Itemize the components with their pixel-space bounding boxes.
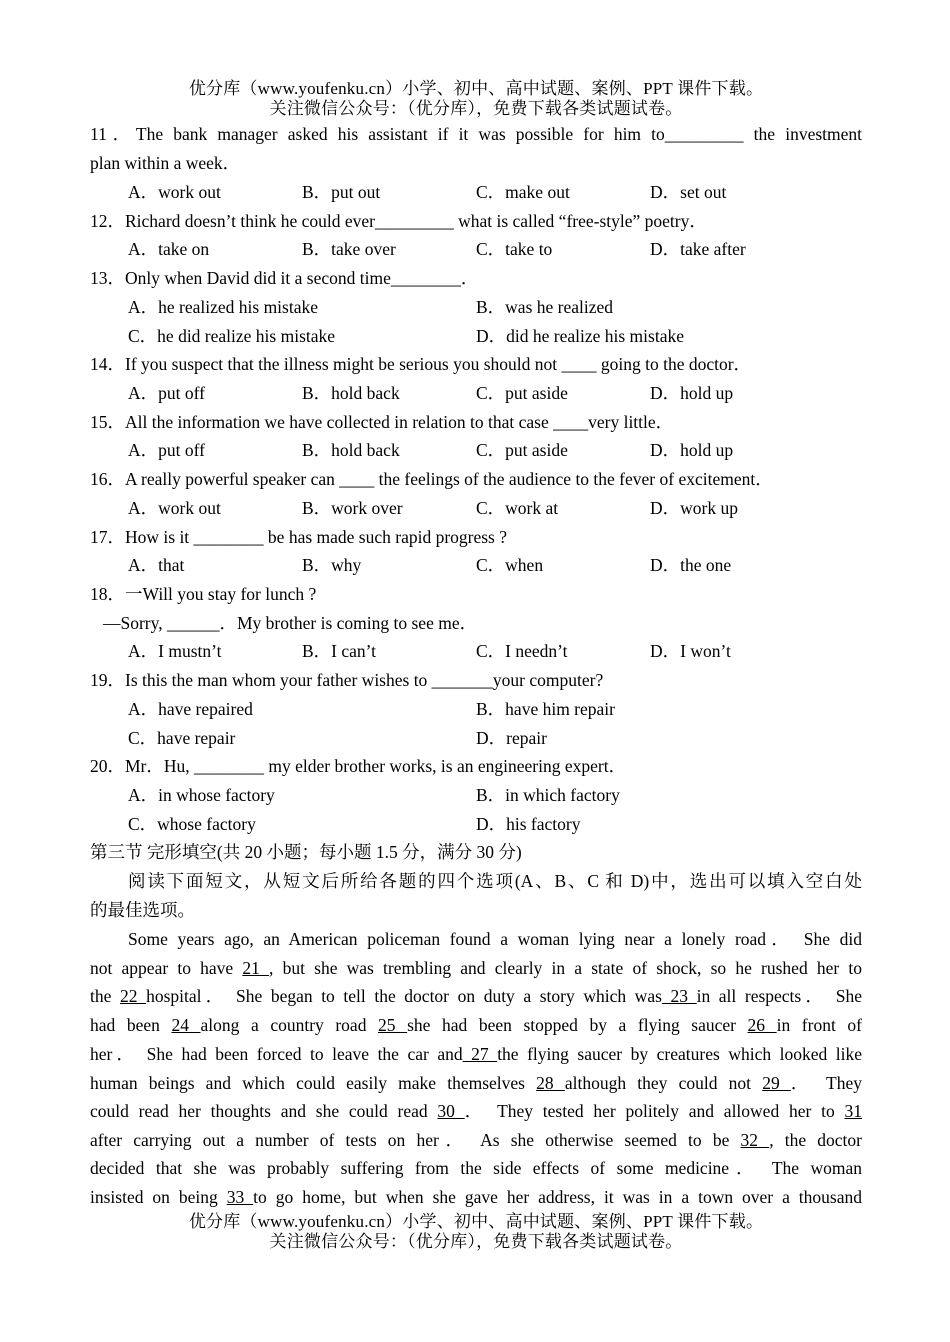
- question-11-option-b: B．put out: [302, 182, 381, 202]
- blank-25: 25: [378, 1015, 408, 1035]
- footer-line-2: 关注微信公众号：（优分库），免费下载各类试题试卷。: [269, 1232, 683, 1251]
- question-20-stem: 20．Mr．Hu, ________ my elder brother works, is an engineering expert．: [90, 756, 627, 776]
- passage-line-5: her． She had been forced to leave the car and 27 the flying saucer by creatures which looked like: [90, 1044, 863, 1064]
- question-20-option-a: A．in whose factory: [128, 785, 275, 805]
- section-3-instruction: 阅读下面短文，从短文后所给各题的四个选项(A、B、C 和 D)中，选出可以填入空白处: [128, 871, 862, 891]
- blank-22: 22: [119, 986, 147, 1006]
- question-11-option-a: A．work out: [128, 182, 221, 202]
- question-13-option-b: B．was he realized: [476, 297, 614, 317]
- question-19-stem: 19．Is this the man whom your father wishes to _______your computer?: [90, 670, 604, 690]
- section-3-instruction-cont: 的最佳选项。: [90, 900, 195, 920]
- question-17-option-d: D．the one: [650, 555, 732, 575]
- question-17-stem: 17．How is it ________ be has made such rapid progress ?: [90, 527, 508, 547]
- question-18-option-b: B．I can’t: [302, 641, 377, 661]
- question-13-option-d: D．did he realize his mistake: [476, 326, 684, 346]
- question-16-option-d: D．work up: [650, 498, 738, 518]
- question-18-option-a: A．I mustn’t: [128, 641, 222, 661]
- question-19-option-b: B．have him repair: [476, 699, 615, 719]
- blank-29: 29: [762, 1073, 791, 1093]
- blank-33: 33: [226, 1187, 254, 1207]
- question-18-option-c: C．I needn’t: [476, 641, 568, 661]
- question-20-option-b: B．in which factory: [476, 785, 620, 805]
- question-20-option-c: C．whose factory: [128, 814, 256, 834]
- blank-31: 31: [844, 1101, 862, 1121]
- blank-26: 26: [747, 1015, 777, 1035]
- question-11-option-d: D．set out: [650, 182, 727, 202]
- question-18-stem-reply: —Sorry, ______．My brother is coming to see me．: [103, 613, 478, 633]
- question-13-stem: 13．Only when David did it a second time________．: [90, 268, 479, 288]
- blank-23: 23: [661, 986, 697, 1006]
- question-20-option-d: D．his factory: [476, 814, 581, 834]
- passage-line-9: decided that she was probably suffering from the side effects of some medicine． The woman: [90, 1158, 862, 1178]
- passage-line-10: insisted on being 33 to go home, but when she gave her address, it was in a town over a thousand: [90, 1187, 862, 1207]
- question-14-option-b: B．hold back: [302, 383, 400, 403]
- blank-30: 30: [437, 1101, 465, 1121]
- question-14-option-a: A．put off: [128, 383, 205, 403]
- question-12-option-d: D．take after: [650, 239, 746, 259]
- question-13-option-a: A．he realized his mistake: [128, 297, 319, 317]
- question-17-option-b: B．why: [302, 555, 362, 575]
- passage-line-6: human beings and which could easily make themselves 28 although they could not 29 ． They: [90, 1073, 863, 1093]
- passage-line-4: had been 24 along a country road 25 she had been stopped by a flying saucer 26 in front of: [90, 1015, 862, 1035]
- question-15-stem: 15．All the information we have collected in relation to that case ____very little．: [90, 412, 674, 432]
- section-3-title: 第三节 完形填空(共 20 小题；每小题 1.5 分，满分 30 分): [90, 842, 522, 862]
- blank-24: 24: [171, 1015, 201, 1035]
- header-line-1: 优分库（www.youfenku.cn）小学、初中、高中试题、案例、PPT 课件下载。: [188, 79, 764, 98]
- question-17-option-c: C．when: [476, 555, 544, 575]
- question-19-option-c: C．have repair: [128, 728, 236, 748]
- question-12-option-b: B．take over: [302, 239, 396, 259]
- question-19-option-a: A．have repaired: [128, 699, 253, 719]
- question-16-option-b: B．work over: [302, 498, 403, 518]
- question-14-option-c: C．put aside: [476, 383, 568, 403]
- question-14-stem: 14．If you suspect that the illness might be serious you should not ____ going to the doctor．: [90, 354, 752, 374]
- blank-32: 32: [740, 1130, 770, 1150]
- passage-line-1: Some years ago, an American policeman found a woman lying near a lonely road． She did: [128, 929, 862, 949]
- header-line-2: 关注微信公众号：（优分库），免费下载各类试题试卷。: [269, 99, 683, 118]
- question-13-option-c: C．he did realize his mistake: [128, 326, 336, 346]
- question-14-option-d: D．hold up: [650, 383, 734, 403]
- question-12-option-c: C．take to: [476, 239, 553, 259]
- passage-line-8: after carrying out a number of tests on her． As she otherwise seemed to be 32 , the doctor: [90, 1130, 862, 1150]
- question-18-option-d: D．I won’t: [650, 641, 731, 661]
- question-16-option-a: A．work out: [128, 498, 221, 518]
- question-15-option-b: B．hold back: [302, 440, 400, 460]
- passage-line-2: not appear to have 21 , but she was trembling and clearly in a state of shock, so he rushed her to: [90, 958, 863, 978]
- question-15-option-a: A．put off: [128, 440, 205, 460]
- question-11-option-c: C．make out: [476, 182, 570, 202]
- question-11-stem-cont: plan within a week．: [90, 153, 241, 173]
- question-15-option-d: D．hold up: [650, 440, 734, 460]
- footer-line-1: 优分库（www.youfenku.cn）小学、初中、高中试题、案例、PPT 课件下载。: [188, 1212, 764, 1231]
- passage-line-7: could read her thoughts and she could read 30 ． They tested her politely and allowed her to 31: [90, 1101, 862, 1121]
- question-19-option-d: D．repair: [476, 728, 547, 748]
- question-12-option-a: A．take on: [128, 239, 210, 259]
- question-16-option-c: C．work at: [476, 498, 559, 518]
- blank-27: 27: [462, 1044, 498, 1064]
- question-11-stem: 11．The bank manager asked his assistant if it was possible for him to_________ the investment: [90, 124, 862, 144]
- question-16-stem: 16．A really powerful speaker can ____ the feelings of the audience to the fever of excitement．: [90, 469, 773, 489]
- question-15-option-c: C．put aside: [476, 440, 568, 460]
- blank-28: 28: [536, 1073, 565, 1093]
- blank-21: 21: [242, 958, 270, 978]
- question-18-stem: 18．一Will you stay for lunch ?: [90, 584, 317, 604]
- question-12-stem: 12．Richard doesn’t think he could ever_________ what is called “free-style” poetry．: [90, 211, 707, 231]
- passage-line-3: the 22 hospital． She began to tell the doctor on duty a story which was 23 in all respects． She: [90, 986, 862, 1006]
- question-17-option-a: A．that: [128, 555, 185, 575]
